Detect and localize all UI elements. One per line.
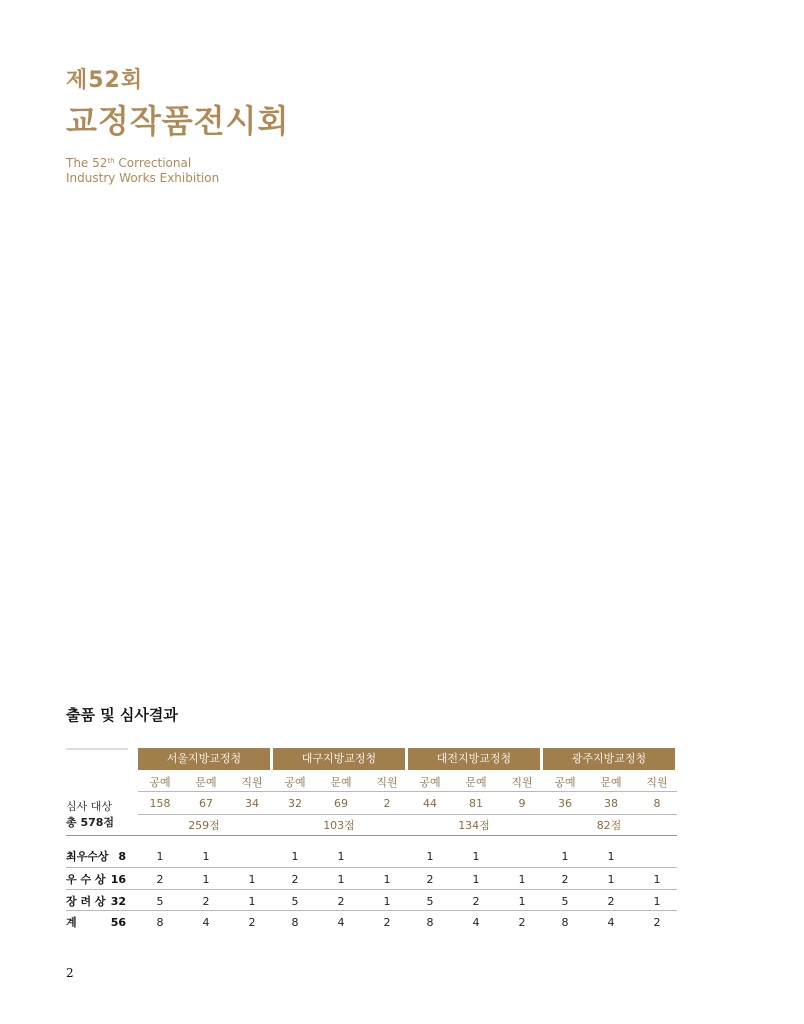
top-rule: [66, 748, 128, 750]
subtitle-line-1-pre: The 52: [66, 156, 108, 170]
category-header: 공예: [149, 776, 171, 789]
region-total: 259점: [188, 819, 220, 832]
award-count: 8: [156, 916, 164, 929]
subtitle-line-2: Industry Works Exhibition: [66, 171, 220, 185]
award-count: 1: [472, 850, 480, 863]
award-count: 2: [383, 916, 391, 929]
target-total-label: 총 578점: [66, 816, 115, 829]
award-count: 2: [472, 895, 480, 908]
category-header: 직원: [511, 776, 533, 789]
subtitle-line-1: [66, 154, 289, 171]
award-count: 2: [607, 895, 615, 908]
award-total: 56: [110, 916, 126, 929]
entry-count: 9: [518, 797, 526, 810]
entry-count: 81: [469, 797, 483, 810]
award-count: 1: [607, 873, 615, 886]
category-header: 문예: [330, 776, 352, 789]
row-rule: [66, 867, 677, 868]
edition-label: 제52회: [66, 68, 144, 93]
award-count: 1: [518, 895, 526, 908]
entry-count: 36: [558, 797, 572, 810]
category-header: 문예: [600, 776, 622, 789]
award-count: 4: [202, 916, 210, 929]
region-header: 대구지방교정청: [273, 748, 405, 770]
award-count: 1: [156, 850, 164, 863]
entry-count: 8: [653, 797, 661, 810]
entry-count: 38: [604, 797, 618, 810]
rule-under-subheader: [138, 791, 677, 792]
subtitle-superscript: th: [107, 157, 115, 165]
section-title: 출품 및 심사결과: [66, 706, 178, 724]
award-count: 2: [202, 895, 210, 908]
entry-count: 44: [423, 797, 437, 810]
region-total: 82점: [596, 819, 622, 832]
award-count: 1: [426, 850, 434, 863]
award-count: 1: [383, 873, 391, 886]
award-count: 2: [156, 873, 164, 886]
award-count: 1: [607, 850, 615, 863]
award-count: 5: [426, 895, 434, 908]
award-count: 1: [472, 873, 480, 886]
award-count: 4: [337, 916, 345, 929]
award-label: 우 수 상: [66, 873, 106, 886]
award-count: 2: [248, 916, 256, 929]
award-total: 8: [118, 850, 126, 863]
award-count: 2: [337, 895, 345, 908]
award-count: 2: [426, 873, 434, 886]
award-label: 최우수상: [66, 850, 109, 863]
entry-count: 32: [288, 797, 302, 810]
award-total: 16: [110, 873, 126, 886]
award-count: 1: [337, 873, 345, 886]
award-count: 1: [518, 873, 526, 886]
category-header: 직원: [646, 776, 668, 789]
award-count: 8: [291, 916, 299, 929]
award-count: 8: [561, 916, 569, 929]
award-count: 1: [653, 895, 661, 908]
row-rule: [66, 910, 677, 911]
title-block: [66, 66, 289, 186]
award-count: 1: [248, 895, 256, 908]
award-count: 1: [202, 850, 210, 863]
entry-count: 158: [149, 797, 171, 810]
award-label: 계: [66, 916, 77, 929]
category-header: 공예: [284, 776, 306, 789]
region-header: 광주지방교정청: [543, 748, 675, 770]
region-total: 134점: [458, 819, 490, 832]
award-count: 5: [156, 895, 164, 908]
region-header: 서울지방교정청: [138, 748, 270, 770]
category-header: 직원: [376, 776, 398, 789]
award-count: 8: [426, 916, 434, 929]
award-count: 1: [653, 873, 661, 886]
row-rule: [66, 889, 677, 890]
region-header: 대전지방교정청: [408, 748, 540, 770]
subtitle-line-1-post: Correctional: [114, 156, 192, 170]
subtitle: [66, 154, 289, 186]
award-count: 2: [518, 916, 526, 929]
award-count: 1: [291, 850, 299, 863]
award-total: 32: [110, 895, 126, 908]
entry-count: 67: [199, 797, 213, 810]
award-count: 4: [607, 916, 615, 929]
target-label: 심사 대상: [66, 800, 113, 813]
award-count: 1: [248, 873, 256, 886]
award-count: 1: [202, 873, 210, 886]
award-count: 2: [561, 873, 569, 886]
page-title: 교정작품전시회: [66, 102, 290, 140]
category-header: 문예: [195, 776, 217, 789]
award-count: 5: [291, 895, 299, 908]
award-count: 2: [291, 873, 299, 886]
category-header: 공예: [419, 776, 441, 789]
region-total: 103점: [323, 819, 355, 832]
rule-under-totals: [66, 835, 677, 836]
entry-count: 69: [334, 797, 348, 810]
award-label: 장 려 상: [66, 895, 106, 908]
award-count: 1: [383, 895, 391, 908]
award-count: 4: [472, 916, 480, 929]
entry-count: 34: [245, 797, 259, 810]
award-count: 1: [337, 850, 345, 863]
rule-under-counts: [138, 814, 677, 815]
page-number: 2: [66, 966, 74, 980]
category-header: 직원: [241, 776, 263, 789]
category-header: 문예: [465, 776, 487, 789]
award-count: 5: [561, 895, 569, 908]
entry-count: 2: [383, 797, 391, 810]
award-count: 1: [561, 850, 569, 863]
category-header: 공예: [554, 776, 576, 789]
award-count: 2: [653, 916, 661, 929]
